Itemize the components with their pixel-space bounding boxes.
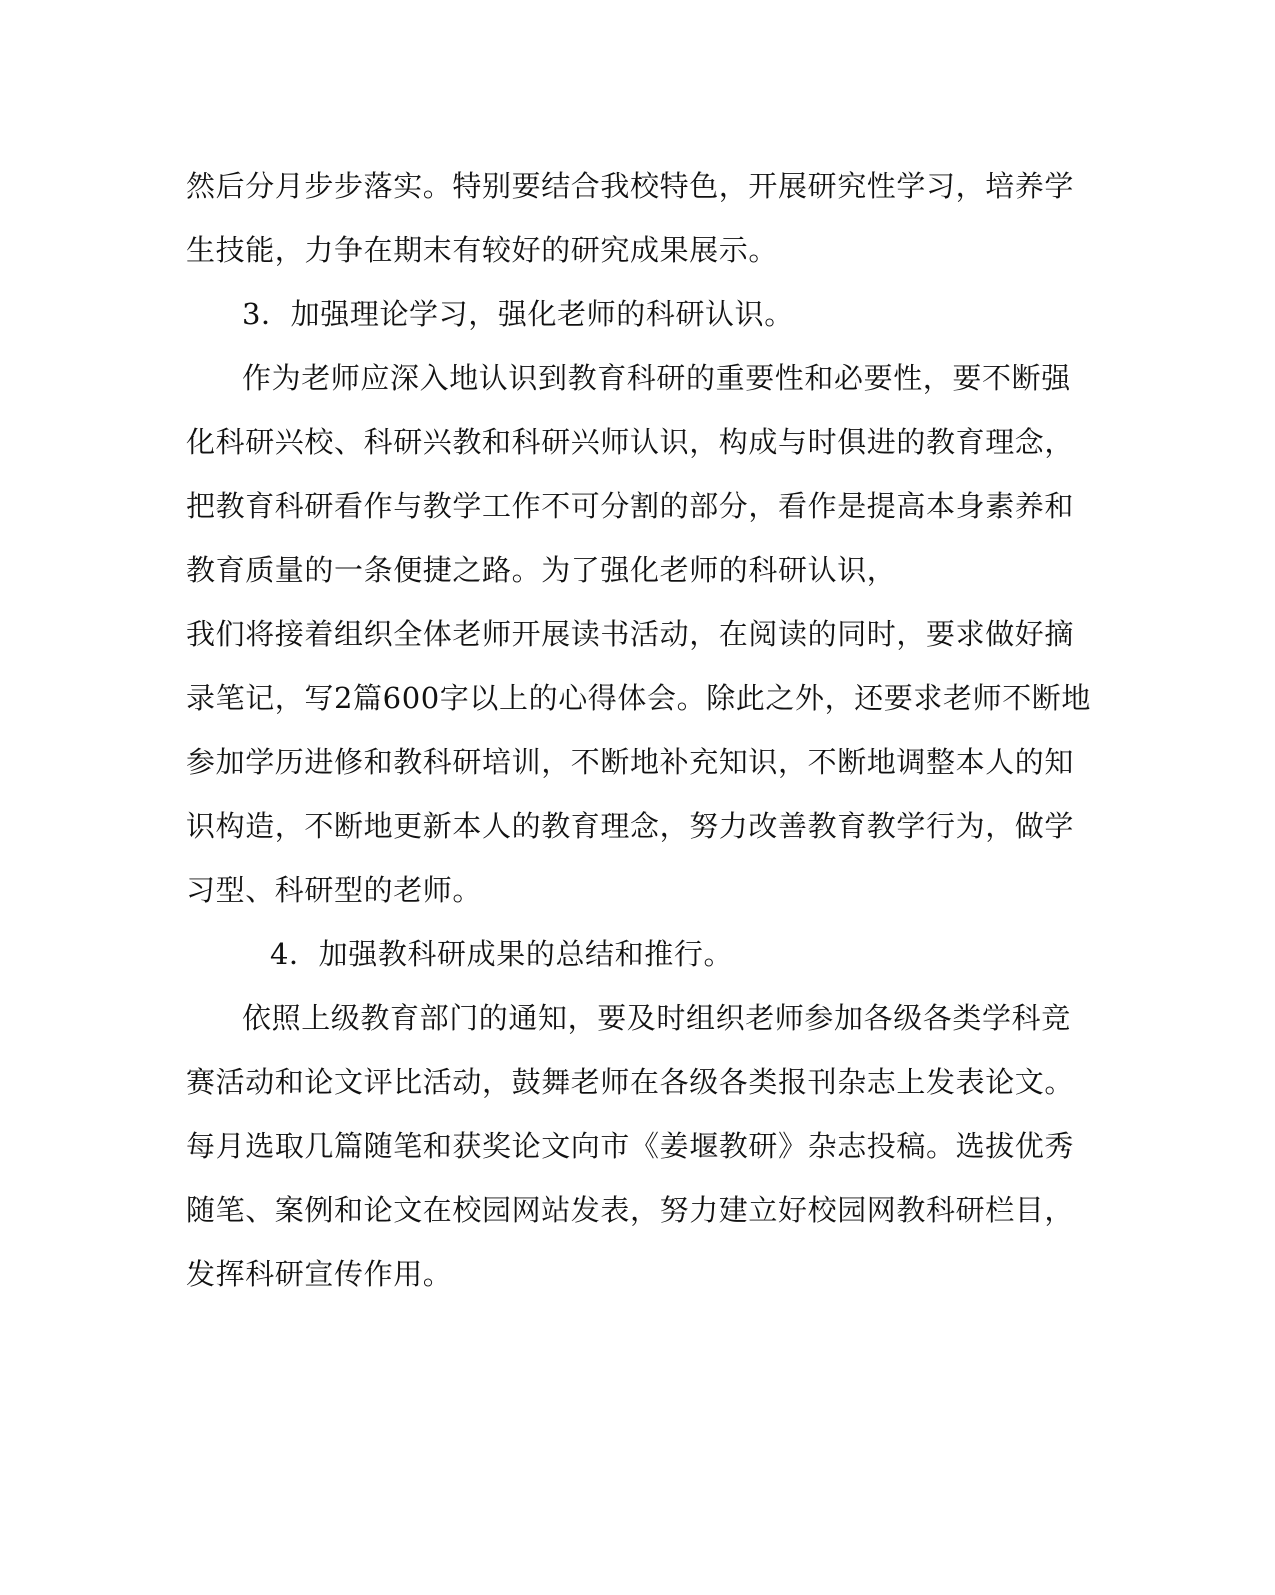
text-line: 随笔、案例和论文在校园网站发表，努力建立好校园网教科研栏目，: [186, 1193, 1075, 1227]
section-heading-4: 4．加强教科研成果的总结和推行。: [270, 937, 734, 971]
paragraph-start: 依照上级教育部门的通知，要及时组织老师参加各级各类学科竞: [242, 1001, 1071, 1035]
text-line: 教育质量的一条便捷之路。为了强化老师的科研认识，: [186, 553, 897, 587]
text-line: 化科研兴校、科研兴教和科研兴师认识，构成与时俱进的教育理念，: [186, 425, 1075, 459]
text-line: 把教育科研看作与教学工作不可分割的部分，看作是提高本身素养和: [186, 489, 1075, 523]
text-line: 我们将接着组织全体老师开展读书活动，在阅读的同时，要求做好摘: [186, 617, 1075, 651]
text-line: 然后分月步步落实。特别要结合我校特色，开展研究性学习，培养学: [186, 169, 1075, 203]
text-line: 录笔记，写2篇600字以上的心得体会。除此之外，还要求老师不断地: [186, 681, 1092, 715]
text-line: 赛活动和论文评比活动，鼓舞老师在各级各类报刊杂志上发表论文。: [186, 1065, 1075, 1099]
text-line: 生技能，力争在期末有较好的研究成果展示。: [186, 233, 779, 267]
paragraph-start: 作为老师应深入地认识到教育科研的重要性和必要性，要不断强: [242, 361, 1071, 395]
text-line: 每月选取几篇随笔和获奖论文向市《姜堰教研》杂志投稿。选拔优秀: [186, 1129, 1075, 1163]
text-line: 识构造，不断地更新本人的教育理念，努力改善教育教学行为，做学: [186, 809, 1075, 843]
text-line: 发挥科研宣传作用。: [186, 1257, 453, 1291]
text-line: 习型、科研型的老师。: [186, 873, 483, 907]
section-heading-3: 3．加强理论学习，强化老师的科研认识。: [242, 297, 794, 331]
text-line: 参加学历进修和教科研培训，不断地补充知识，不断地调整本人的知: [186, 745, 1075, 779]
